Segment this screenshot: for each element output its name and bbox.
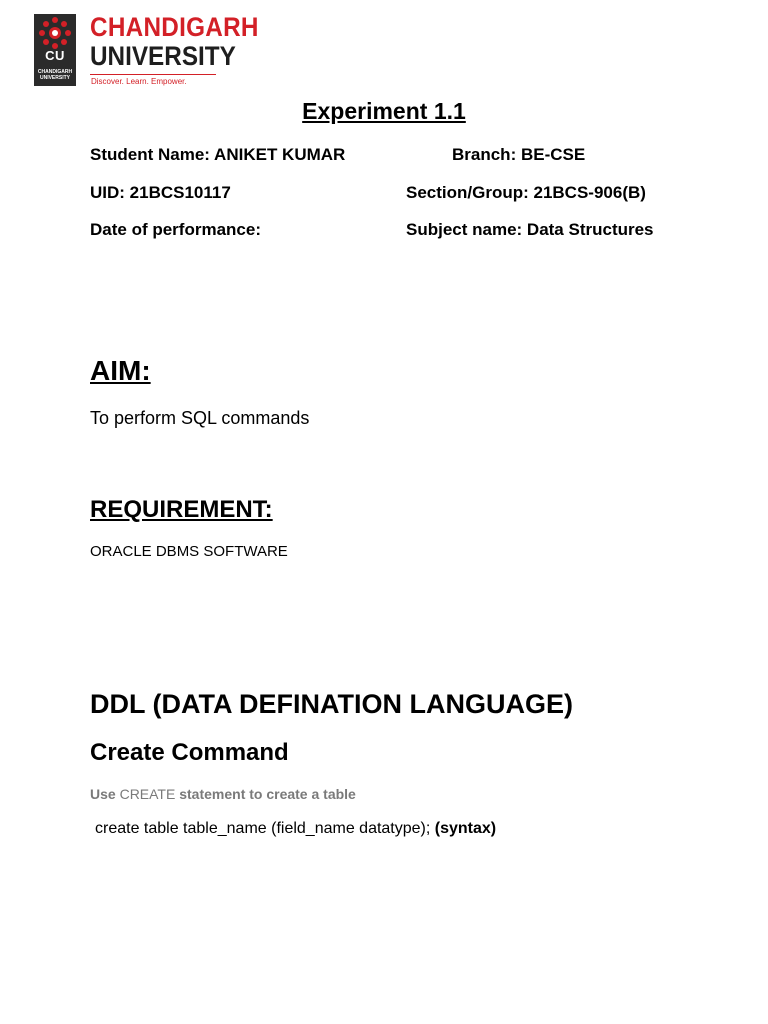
emblem-icon [38, 16, 72, 50]
brand-name-line2: UNIVERSITY [90, 41, 236, 71]
requirement-text: ORACLE DBMS SOFTWARE [90, 543, 288, 560]
syntax-line [95, 820, 496, 838]
aim-heading: AIM: [90, 355, 151, 386]
uid-field: UID: 21BCS10117 [90, 183, 231, 202]
create-note [90, 786, 356, 802]
brand-name-line1: CHANDIGARH [90, 12, 259, 42]
brand-tagline: Discover. Learn. Empower. [91, 77, 187, 86]
ddl-heading: DDL (DATA DEFINATION LANGUAGE) [90, 689, 573, 719]
experiment-title: Experiment 1.1 [302, 98, 466, 124]
create-command-heading: Create Command [90, 739, 289, 766]
note-rest: statement to create a table [179, 786, 356, 802]
aim-text: To perform SQL commands [90, 408, 310, 428]
syntax-code: create table table_name (field_name datatype); [95, 820, 431, 837]
subject-field: Subject name: Data Structures [406, 220, 654, 239]
section-field: Section/Group: 21BCS-906(B) [406, 183, 646, 202]
branch-field: Branch: BE-CSE [452, 145, 586, 164]
note-create-keyword: CREATE [119, 786, 176, 802]
logo-cu-text: CU [45, 48, 65, 63]
brand-divider [90, 74, 216, 75]
logo-small-text: CHANDIGARH UNIVERSITY [37, 69, 73, 81]
syntax-label: (syntax) [434, 820, 497, 837]
note-use: Use [90, 786, 116, 802]
date-field: Date of performance: [90, 220, 261, 239]
requirement-heading: REQUIREMENT: [90, 496, 273, 523]
student-name-field: Student Name: ANIKET KUMAR [90, 145, 346, 164]
